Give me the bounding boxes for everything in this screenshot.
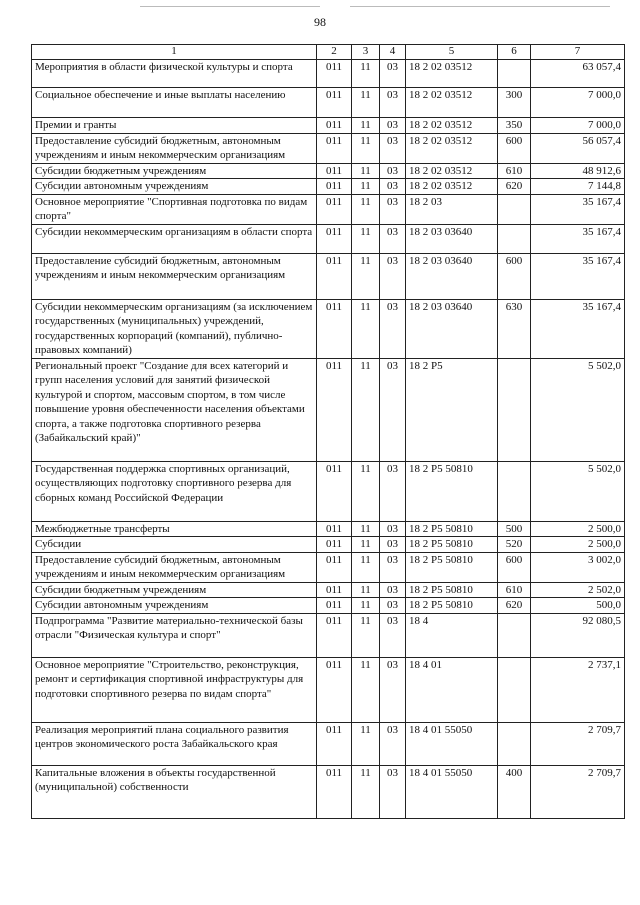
row-code: 18 2 P5 50810: [406, 461, 498, 521]
row-col-2: 011: [317, 582, 352, 598]
row-col-4: 03: [380, 765, 406, 818]
row-col-2: 011: [317, 722, 352, 765]
row-col-6: [498, 461, 531, 521]
row-col-6: [498, 194, 531, 224]
row-name: Субсидии бюджетным учреждениям: [32, 163, 317, 179]
row-name: Подпрограмма "Развитие материально-технической базы отрасли "Физическая культура и спорт": [32, 613, 317, 657]
row-col-6: 610: [498, 582, 531, 598]
row-col-2: 011: [317, 88, 352, 118]
row-col-6: [498, 657, 531, 722]
row-amount: 35 167,4: [531, 253, 625, 299]
table-row: [32, 179, 625, 195]
table-row: [32, 598, 625, 614]
row-col-6: [498, 224, 531, 253]
table-row: [32, 253, 625, 299]
row-col-2: 011: [317, 461, 352, 521]
row-col-3: 11: [352, 552, 380, 582]
table-row: [32, 194, 625, 224]
row-col-4: 03: [380, 299, 406, 358]
row-col-3: 11: [352, 224, 380, 253]
row-col-6: 630: [498, 299, 531, 358]
row-col-6: 350: [498, 118, 531, 134]
row-name: Предоставление субсидий бюджетным, автономным учреждениям и иным некоммерческим организациям: [32, 133, 317, 163]
table-row: [32, 133, 625, 163]
row-code: 18 2 02 03512: [406, 133, 498, 163]
row-name: Реализация мероприятий плана социального развития центров экономического роста Забайкальского края: [32, 722, 317, 765]
table-header-row: [32, 45, 625, 60]
row-col-4: 03: [380, 552, 406, 582]
row-col-3: 11: [352, 613, 380, 657]
row-col-2: 011: [317, 358, 352, 461]
row-col-6: 620: [498, 598, 531, 614]
row-code: 18 2 02 03512: [406, 179, 498, 195]
row-amount: 2 500,0: [531, 521, 625, 537]
row-code: 18 2 02 03512: [406, 88, 498, 118]
row-code: 18 2 P5 50810: [406, 582, 498, 598]
row-amount: 63 057,4: [531, 60, 625, 88]
page-number: 98: [314, 15, 326, 29]
row-code: 18 2 P5 50810: [406, 521, 498, 537]
row-col-4: 03: [380, 598, 406, 614]
row-col-6: [498, 613, 531, 657]
row-col-2: 011: [317, 163, 352, 179]
row-col-6: [498, 722, 531, 765]
row-code: 18 2 02 03512: [406, 118, 498, 134]
row-name: Субсидии: [32, 537, 317, 553]
row-code: 18 2 03 03640: [406, 224, 498, 253]
row-code: 18 2 P5 50810: [406, 537, 498, 553]
row-col-2: 011: [317, 299, 352, 358]
row-name: Капитальные вложения в объекты государственной (муниципальной) собственности: [32, 765, 317, 818]
row-col-2: 011: [317, 598, 352, 614]
row-col-3: 11: [352, 163, 380, 179]
row-col-2: 011: [317, 521, 352, 537]
row-col-6: 400: [498, 765, 531, 818]
table-row: [32, 537, 625, 553]
table-row: [32, 118, 625, 134]
row-col-2: 011: [317, 60, 352, 88]
row-col-2: 011: [317, 657, 352, 722]
row-name: Субсидии автономным учреждениям: [32, 179, 317, 195]
row-col-6: 600: [498, 133, 531, 163]
row-code: 18 2 P5 50810: [406, 552, 498, 582]
row-col-4: 03: [380, 253, 406, 299]
table-row: [32, 358, 625, 461]
table-row: [32, 224, 625, 253]
row-name: Основное мероприятие "Спортивная подготовка по видам спорта": [32, 194, 317, 224]
table-row: [32, 722, 625, 765]
row-col-6: 610: [498, 163, 531, 179]
row-col-2: 011: [317, 224, 352, 253]
row-name: Предоставление субсидий бюджетным, автономным учреждениям и иным некоммерческим организациям: [32, 552, 317, 582]
row-code: 18 4 01 55050: [406, 722, 498, 765]
row-col-3: 11: [352, 88, 380, 118]
row-col-6: 600: [498, 253, 531, 299]
row-col-3: 11: [352, 194, 380, 224]
row-col-3: 11: [352, 133, 380, 163]
row-col-4: 03: [380, 582, 406, 598]
row-col-4: 03: [380, 88, 406, 118]
row-amount: 35 167,4: [531, 299, 625, 358]
table-row: [32, 88, 625, 118]
row-col-6: 500: [498, 521, 531, 537]
row-name: Премии и гранты: [32, 118, 317, 134]
row-col-3: 11: [352, 722, 380, 765]
row-col-4: 03: [380, 613, 406, 657]
table-row: [32, 552, 625, 582]
row-col-6: 620: [498, 179, 531, 195]
row-col-2: 011: [317, 537, 352, 553]
row-amount: 5 502,0: [531, 358, 625, 461]
table-row: [32, 657, 625, 722]
header-col-1: 1: [32, 45, 317, 60]
row-col-6: 600: [498, 552, 531, 582]
row-name: Межбюджетные трансферты: [32, 521, 317, 537]
row-amount: 7 144,8: [531, 179, 625, 195]
row-code: 18 2 03 03640: [406, 299, 498, 358]
row-name: Субсидии автономным учреждениям: [32, 598, 317, 614]
row-col-4: 03: [380, 722, 406, 765]
row-col-3: 11: [352, 582, 380, 598]
row-col-3: 11: [352, 765, 380, 818]
row-code: 18 4 01: [406, 657, 498, 722]
table-row: [32, 60, 625, 88]
row-amount: 35 167,4: [531, 224, 625, 253]
row-col-3: 11: [352, 657, 380, 722]
table-row: [32, 461, 625, 521]
row-col-3: 11: [352, 358, 380, 461]
row-name: Субсидии бюджетным учреждениям: [32, 582, 317, 598]
row-col-2: 011: [317, 253, 352, 299]
row-name: Региональный проект "Создание для всех категорий и групп населения условий для занятий физической культурой и спортом, массовым спортом, в том числе повышение уровня обеспеченности населения объектами спорта, а также подготовка спортивного резерва (Забайкальский край)": [32, 358, 317, 461]
row-code: 18 4: [406, 613, 498, 657]
row-amount: 56 057,4: [531, 133, 625, 163]
row-col-3: 11: [352, 598, 380, 614]
row-amount: 92 080,5: [531, 613, 625, 657]
row-col-2: 011: [317, 118, 352, 134]
header-col-4: 4: [380, 45, 406, 60]
row-amount: 2 500,0: [531, 537, 625, 553]
row-col-6: [498, 60, 531, 88]
row-code: 18 4 01 55050: [406, 765, 498, 818]
row-col-2: 011: [317, 613, 352, 657]
row-col-4: 03: [380, 60, 406, 88]
table-row: [32, 582, 625, 598]
row-amount: 3 002,0: [531, 552, 625, 582]
row-name: Социальное обеспечение и иные выплаты населению: [32, 88, 317, 118]
header-col-5: 5: [406, 45, 498, 60]
row-col-6: [498, 358, 531, 461]
row-amount: 7 000,0: [531, 118, 625, 134]
row-col-4: 03: [380, 537, 406, 553]
row-code: 18 2 03: [406, 194, 498, 224]
row-name: Мероприятия в области физической культуры и спорта: [32, 60, 317, 88]
row-col-3: 11: [352, 521, 380, 537]
budget-table: [31, 44, 625, 819]
row-col-3: 11: [352, 299, 380, 358]
row-code: 18 2 03 03640: [406, 253, 498, 299]
row-col-2: 011: [317, 179, 352, 195]
row-col-4: 03: [380, 461, 406, 521]
row-col-4: 03: [380, 179, 406, 195]
row-name: Предоставление субсидий бюджетным, автономным учреждениям и иным некоммерческим организациям: [32, 253, 317, 299]
table-body: [32, 60, 625, 819]
header-col-7: 7: [531, 45, 625, 60]
row-amount: 2 502,0: [531, 582, 625, 598]
row-col-4: 03: [380, 224, 406, 253]
row-col-3: 11: [352, 461, 380, 521]
header-col-3: 3: [352, 45, 380, 60]
row-col-4: 03: [380, 133, 406, 163]
row-col-3: 11: [352, 60, 380, 88]
row-amount: 2 709,7: [531, 765, 625, 818]
header-col-2: 2: [317, 45, 352, 60]
row-col-6: 520: [498, 537, 531, 553]
row-name: Основное мероприятие "Строительство, реконструкция, ремонт и сертификация спортивной инфраструктуры для подготовки спортивного резерва по видам спорта": [32, 657, 317, 722]
table-row: [32, 299, 625, 358]
row-name: Субсидии некоммерческим организациям в области спорта: [32, 224, 317, 253]
row-col-4: 03: [380, 657, 406, 722]
row-amount: 48 912,6: [531, 163, 625, 179]
row-col-2: 011: [317, 194, 352, 224]
row-col-4: 03: [380, 194, 406, 224]
row-amount: 2 737,1: [531, 657, 625, 722]
row-amount: 500,0: [531, 598, 625, 614]
row-col-4: 03: [380, 521, 406, 537]
row-col-2: 011: [317, 133, 352, 163]
row-amount: 2 709,7: [531, 722, 625, 765]
row-code: 18 2 P5: [406, 358, 498, 461]
row-col-4: 03: [380, 358, 406, 461]
row-amount: 35 167,4: [531, 194, 625, 224]
row-code: 18 2 02 03512: [406, 163, 498, 179]
row-col-2: 011: [317, 552, 352, 582]
table-row: [32, 163, 625, 179]
row-col-4: 03: [380, 163, 406, 179]
table-row: [32, 765, 625, 818]
row-name: Субсидии некоммерческим организациям (за исключением государственных (муниципальных) учреждений, государственных корпораций (компаний), публично-правовых компаний): [32, 299, 317, 358]
row-col-3: 11: [352, 179, 380, 195]
row-col-2: 011: [317, 765, 352, 818]
row-col-3: 11: [352, 537, 380, 553]
row-code: 18 2 P5 50810: [406, 598, 498, 614]
row-col-3: 11: [352, 118, 380, 134]
row-col-4: 03: [380, 118, 406, 134]
row-amount: 5 502,0: [531, 461, 625, 521]
row-code: 18 2 02 03512: [406, 60, 498, 88]
table-row: [32, 613, 625, 657]
row-col-6: 300: [498, 88, 531, 118]
row-col-3: 11: [352, 253, 380, 299]
row-name: Государственная поддержка спортивных организаций, осуществляющих подготовку спортивного резерва для сборных команд Российской Федерации: [32, 461, 317, 521]
header-col-6: 6: [498, 45, 531, 60]
row-amount: 7 000,0: [531, 88, 625, 118]
table-row: [32, 521, 625, 537]
